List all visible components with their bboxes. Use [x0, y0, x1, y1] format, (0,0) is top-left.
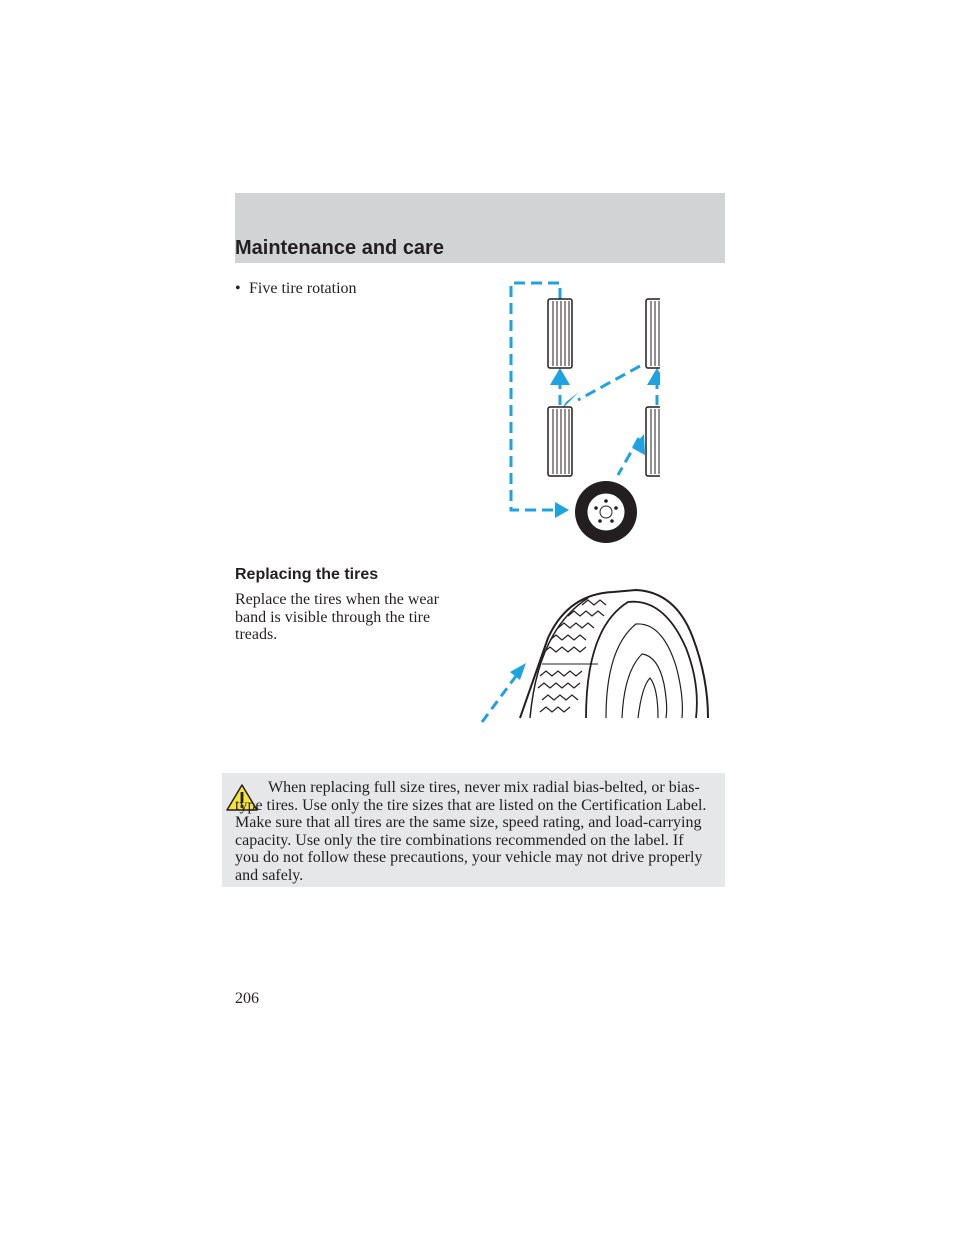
warning-text: When replacing full size tires, never mix radial bias-belted, or bias-type tires. Use only the tire sizes that are listed on the Certification Label. Make sure that all tires are the same size, speed rating, and load-carrying capacity. Use only the tire combinations recommended on the label. If you do not follow these precautions, your vehicle may not drive properly and safely. [235, 779, 707, 884]
tire-wear-band-illustration [478, 588, 710, 726]
rotation-arrows [511, 283, 657, 510]
section-title: Maintenance and care [235, 237, 444, 259]
replacing-tires-heading: Replacing the tires [235, 566, 379, 583]
five-tire-rotation-diagram [500, 275, 660, 550]
bullet-label: Five tire rotation [249, 280, 357, 297]
tire-rear-left [548, 407, 572, 476]
page-number: 206 [235, 990, 259, 1007]
tire-rear-right [646, 407, 660, 476]
tire-front-left [548, 299, 572, 368]
spare-tire [575, 481, 637, 543]
bullet-item-five-tire-rotation [235, 279, 357, 299]
tire-front-right [646, 299, 660, 368]
bullet-dot: • [235, 280, 241, 297]
replacing-tires-body: Replace the tires when the wear band is visible through the tire treads. [235, 591, 439, 643]
